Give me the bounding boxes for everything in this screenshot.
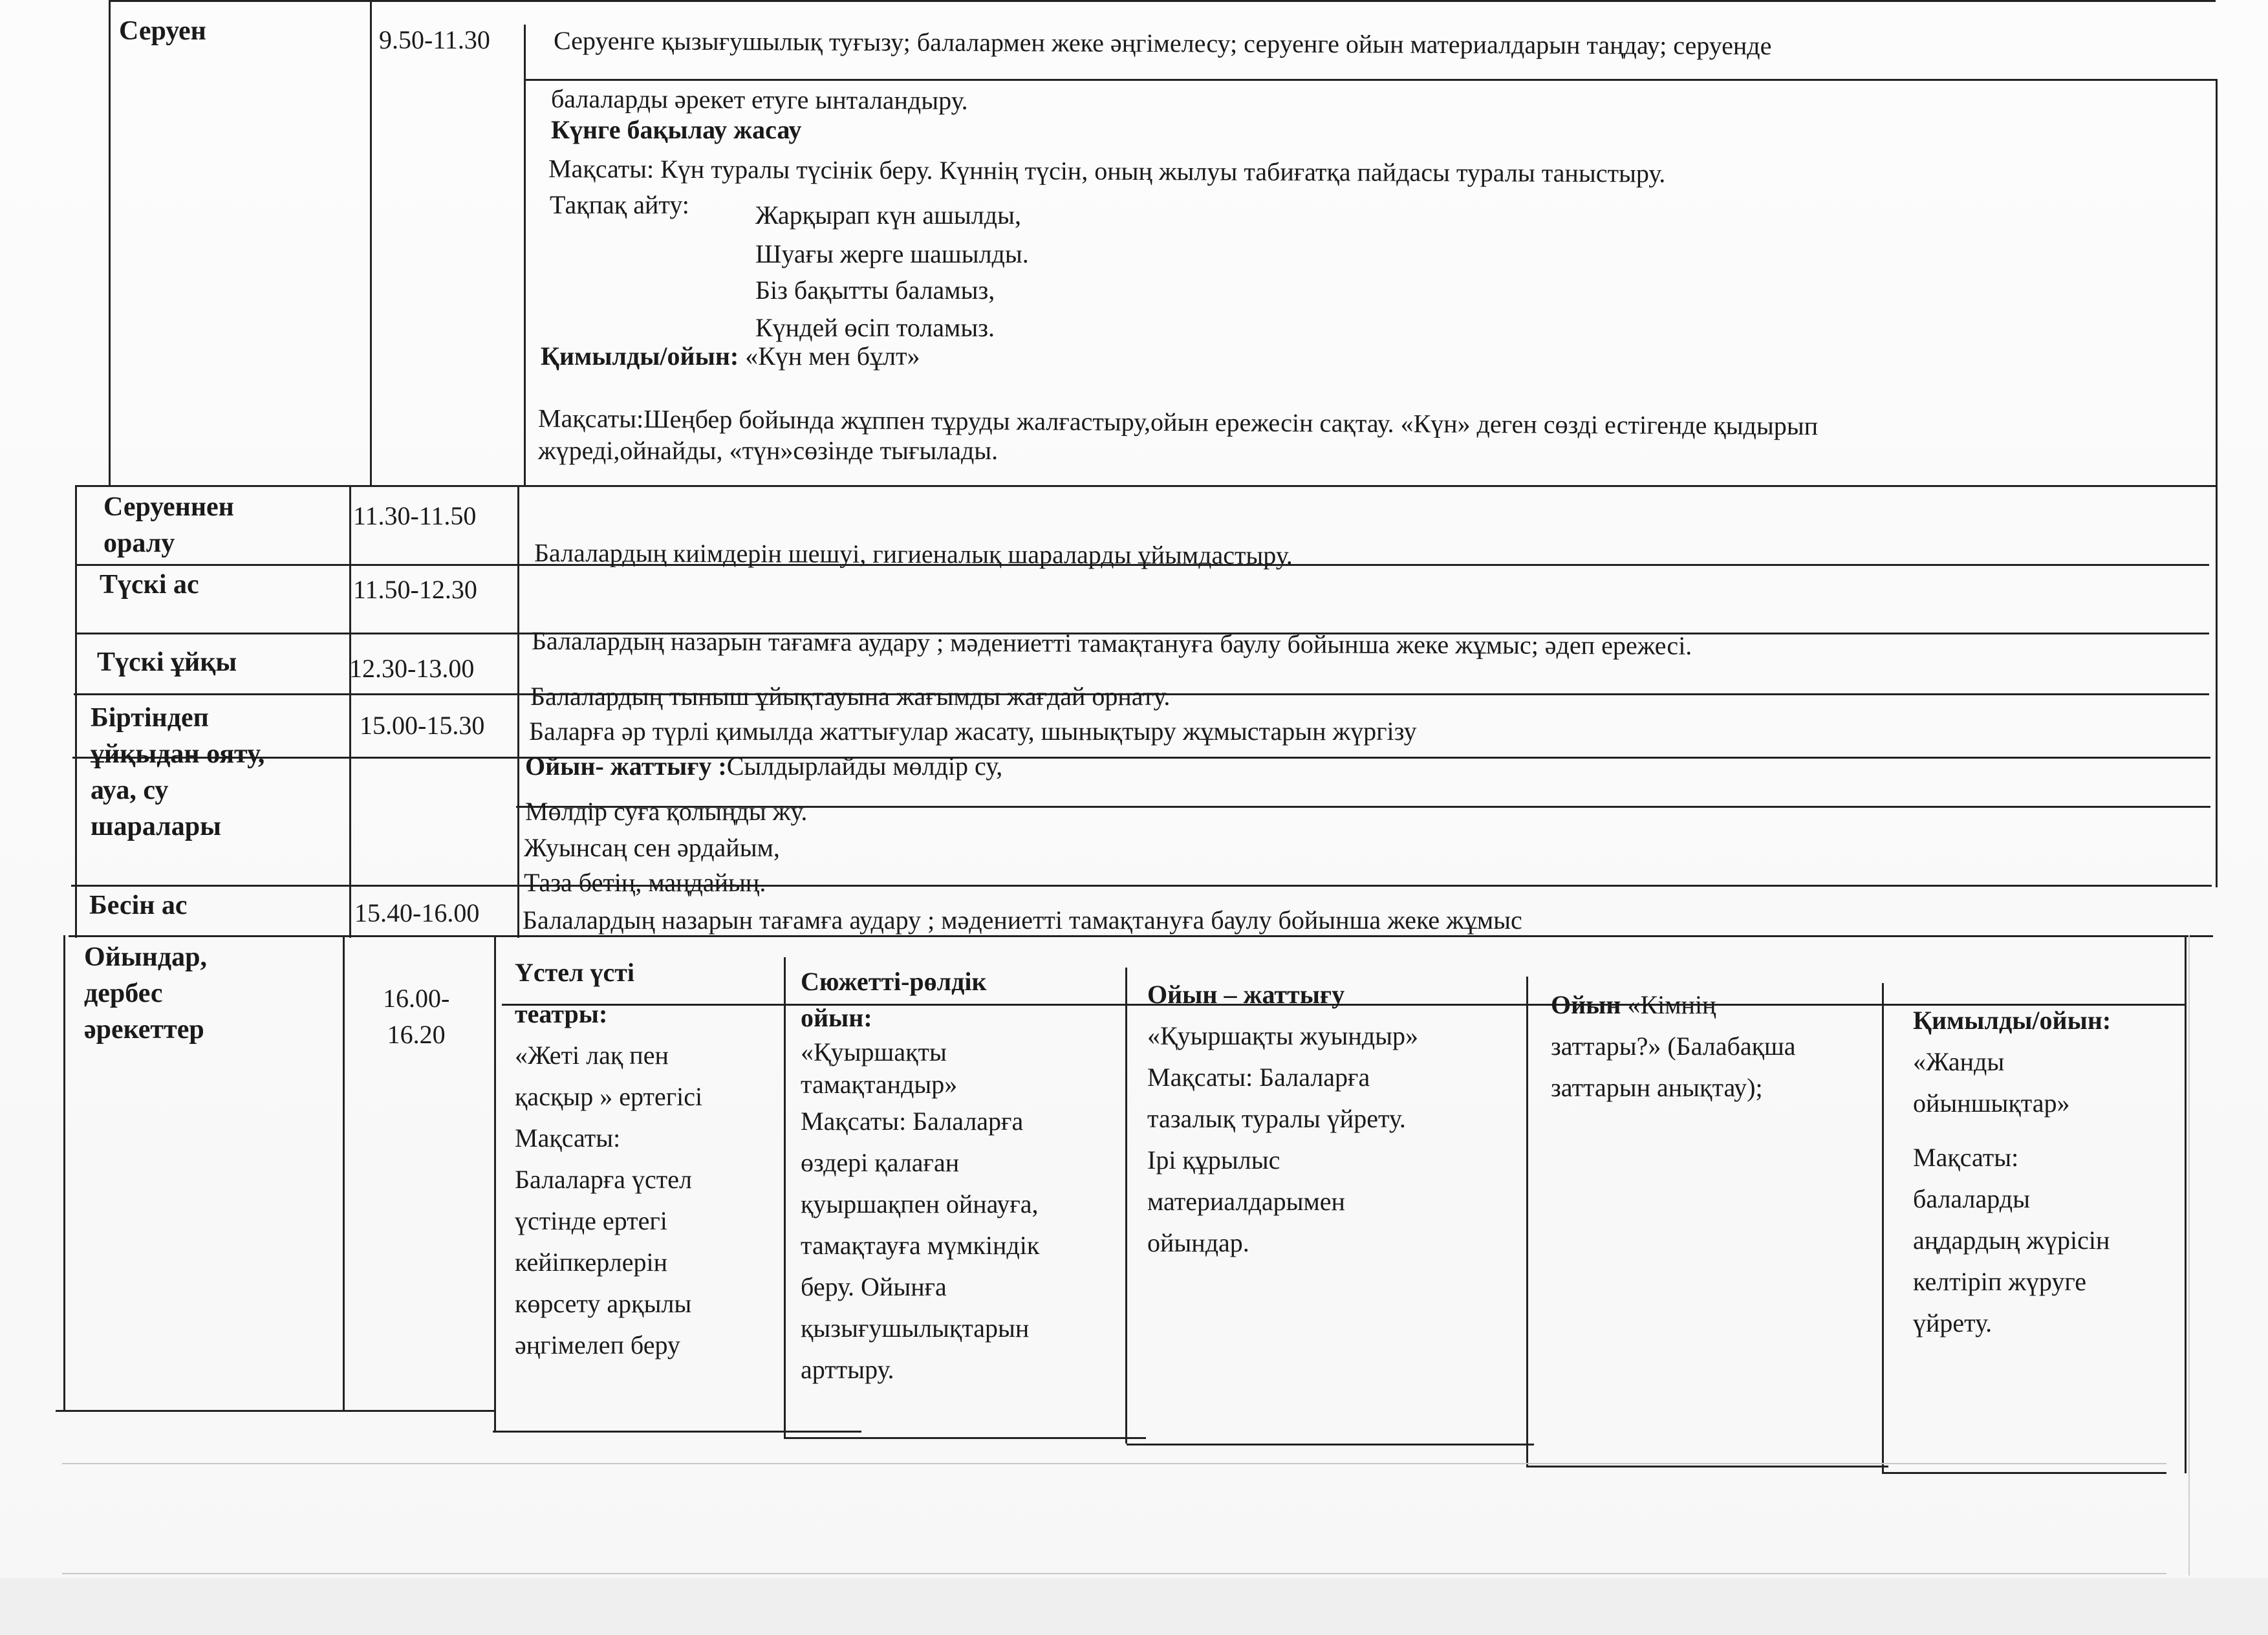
cell-line: «Жеті лақ пен: [515, 1041, 669, 1070]
cell-spacer: [1913, 1124, 2178, 1137]
cell-line: ойыншықтар»: [1913, 1088, 2070, 1118]
cell-title: ойын:: [801, 1003, 872, 1032]
bleed-through-rule: [62, 1573, 2166, 1574]
content-line: Мақсаты:Шеңбер бойында жұппен тұруды жалғастыру,ойын ережесін сақтау. «Күн» деген сөзді естігенде қыдырып: [537, 404, 1819, 441]
cell-line: «Қуыршақты: [801, 1037, 947, 1067]
cell-line: аңдардың жүрісін: [1913, 1226, 2110, 1255]
label-line: шаралары: [91, 812, 221, 841]
bleed-through-rule: [62, 1463, 2166, 1464]
game-cell-exercise: [1147, 974, 1516, 1264]
label-line: әрекеттер: [84, 1015, 204, 1045]
time-games: [383, 980, 449, 1053]
column-divider: [1882, 983, 1884, 1472]
column-divider: [784, 957, 786, 1437]
section-heading-sun-observation: Күнге бақылау жасау: [551, 115, 802, 144]
exercise-type: Ойын- жаттығу :: [525, 752, 727, 781]
cell-line: «Жанды: [1913, 1047, 2005, 1076]
cell-line: балаларды: [1913, 1184, 2030, 1213]
content-line: Балалардың киімдерін шешуі, гигиеналық шараларды ұйымдастыру.: [534, 538, 1293, 570]
content-line: Мақсаты: Күн туралы түсінік беру. Күннің түсін, оның жылуы табиғатқа пайдасы туралы таныстыру.: [548, 154, 1666, 188]
content-line: Балалардың тыныш ұйықтауына жағымды жағдай орнату.: [530, 682, 1171, 711]
cell-line: тазалық туралы үйрету.: [1147, 1104, 1406, 1133]
table-border-left: [109, 0, 111, 485]
cell-line: тамақтандыр»: [801, 1070, 958, 1099]
label-line: Бесін ас: [89, 891, 188, 920]
row-divider: [71, 885, 2212, 887]
label-line: ауа, су: [91, 775, 169, 805]
cell-title: Үстел үсті: [515, 958, 634, 987]
cell-line: Балаларға үстел: [515, 1165, 692, 1194]
label-line: Серуеннен: [103, 492, 234, 522]
game-line: [541, 338, 920, 375]
cell-title: Ойын: [1551, 990, 1621, 1019]
rhyme-line: Мөлдір суға қолыңды жу.: [525, 797, 808, 826]
time-line: 16.20: [387, 1020, 446, 1049]
time-line: 16.00-: [383, 984, 450, 1013]
table-border-right: [2216, 79, 2218, 887]
cell-line: заттары?» (Балабақша: [1551, 1032, 1796, 1061]
table-border-right: [2185, 935, 2187, 1473]
cell-line: Мақсаты: Балаларға: [801, 1107, 1024, 1136]
row-label-snack: [89, 887, 188, 924]
content-line: Балалардың назарын тағамға аудару ; мәдениетті тамақтануға баулу бойынша жеке жұмыс: [523, 905, 1522, 935]
table-border-top: [109, 0, 2216, 2]
content-line: балаларды әрекет етуге ынталандыру.: [550, 84, 968, 115]
cell-line: қызығушылықтарын: [801, 1314, 1030, 1343]
table-border-bottom: [1127, 1444, 1534, 1446]
label-line: Ойындар,: [84, 942, 207, 972]
rhyme-line: Жарқырап күн ашылды,: [755, 200, 1021, 230]
cell-line: заттарын анықтау);: [1551, 1073, 1763, 1102]
row-divider: [76, 485, 2217, 487]
label-line: дербес: [84, 979, 163, 1008]
column-divider: [1125, 968, 1127, 1444]
scan-bottom-margin: [0, 1578, 2268, 1635]
row-label-nap: [97, 644, 237, 680]
bleed-through-rule: [2188, 935, 2190, 1575]
column-divider: [370, 0, 372, 485]
column-divider: [349, 485, 351, 938]
content-line: Серуенге қызығушылық туғызу; балалармен жеке әңгімелесу; серуенге ойын материалдарын таңдау; серуенде: [553, 26, 1772, 61]
cell-line: тамақтауға мүмкіндік: [801, 1231, 1040, 1260]
rhyme-line: Таза бетің, маңдайың.: [524, 868, 766, 897]
cell-line: Ірі құрылыс: [1147, 1145, 1280, 1175]
cell-line: әңгімелеп беру: [515, 1330, 680, 1359]
cell-line: материалдарымен: [1147, 1187, 1345, 1216]
table-border-left: [75, 485, 77, 938]
label-line: Түскі ас: [100, 570, 199, 600]
cell-line: «Қуыршақты жуындыр»: [1147, 1021, 1419, 1050]
cell-title: театры:: [515, 999, 608, 1028]
column-divider: [343, 935, 345, 1411]
time-return: 11.30-11.50: [353, 501, 477, 530]
cell-line: үйрету.: [1913, 1308, 1993, 1337]
row-label-walk: [119, 13, 206, 49]
cell-title: Сюжетті-рөлдік: [801, 967, 987, 996]
exercise-line: [525, 748, 1002, 785]
cell-title: Ойын – жаттығу: [1147, 980, 1345, 1009]
cell-line: үстінде ертегі: [515, 1206, 667, 1235]
cell-line: кейіпкерлерін: [515, 1248, 668, 1277]
rhyme-line: Жуынсаң сен әрдайым,: [524, 833, 780, 862]
column-divider: [524, 25, 526, 485]
cell-line: беру. Ойынға: [801, 1272, 947, 1301]
label-line: Түскі ұйқы: [97, 647, 237, 677]
row-label-games: [84, 939, 207, 1048]
column-divider: [1526, 977, 1528, 1466]
row-label-lunch: [100, 567, 199, 603]
time-nap: 12.30-13.00: [349, 654, 475, 683]
rhyme-label: Тақпақ айту:: [550, 190, 689, 219]
cell-line: Мақсаты:: [1913, 1143, 2019, 1172]
rhyme-line: Біз бақытты баламыз,: [755, 276, 995, 305]
game-cell-live-toys: [1913, 1000, 2178, 1344]
cell-line: көрсету арқылы: [515, 1289, 692, 1318]
column-divider: [517, 485, 519, 938]
cell-line: қасқыр » ертегісі: [515, 1082, 703, 1111]
game-cell-role-play: [801, 964, 1118, 1391]
time-snack: 15.40-16.00: [354, 898, 480, 927]
cell-line: өздері қалаған: [801, 1148, 960, 1177]
content-line: Балалардың назарын тағамға аудару ; мәдениетті тамақтануға баулу бойынша жеке жұмыс; әдеп ережесі.: [531, 626, 1692, 660]
game-cell-table-theatre: [515, 952, 773, 1366]
cell-line: келтіріп жүруге: [1913, 1267, 2087, 1296]
table-border-bottom: [1882, 1472, 2166, 1474]
row-divider: [72, 757, 2210, 759]
label-line: ұйқыдан ояту,: [91, 739, 265, 769]
table-border-bottom: [784, 1437, 1146, 1439]
table-border-left: [63, 935, 65, 1411]
table-border-bottom: [56, 1410, 495, 1412]
game-type: Қимылды/ойын:: [541, 341, 739, 371]
label-line: Серуен: [119, 16, 206, 46]
rhyme-line: Сылдырлайды мөлдір су,: [726, 752, 1003, 781]
game-title: «Күн мен бұлт»: [745, 341, 920, 371]
time-walk: 9.50-11.30: [379, 25, 490, 54]
cell-line: арттыру.: [801, 1355, 894, 1384]
row-label-wakeup: [91, 700, 265, 845]
label-line: Біртіндеп: [91, 703, 209, 733]
table-border-bottom: [1526, 1466, 1888, 1467]
content-line: жүреді,ойнайды, «түн»сөзінде тығылады.: [538, 436, 999, 465]
label-line: оралу: [103, 528, 175, 558]
cell-line: ойындар.: [1147, 1228, 1249, 1257]
cell-line: Мақсаты: Балаларға: [1147, 1063, 1370, 1092]
table-border-bottom: [493, 1431, 861, 1433]
cell-line: қуыршақпен ойнауға,: [801, 1189, 1039, 1218]
cell-title: Қимылды/ойын:: [1913, 1006, 2111, 1035]
rhyme-line: Шуағы жерге шашылды.: [755, 239, 1029, 268]
game-cell-whose-things: [1551, 984, 1874, 1109]
rhyme-line: Күндей өсіп толамыз.: [755, 313, 995, 342]
cell-line: Мақсаты:: [515, 1123, 621, 1153]
time-lunch: 11.50-12.30: [353, 575, 477, 604]
column-divider: [494, 935, 496, 1431]
time-wakeup: 15.00-15.30: [360, 711, 485, 740]
row-label-return: [103, 489, 234, 561]
content-line: Баларға әр түрлі қимылда жаттығулар жасату, шынықтыру жұмыстарын жүргізу: [529, 717, 1417, 746]
cell-line: «Кімнің: [1627, 990, 1716, 1019]
